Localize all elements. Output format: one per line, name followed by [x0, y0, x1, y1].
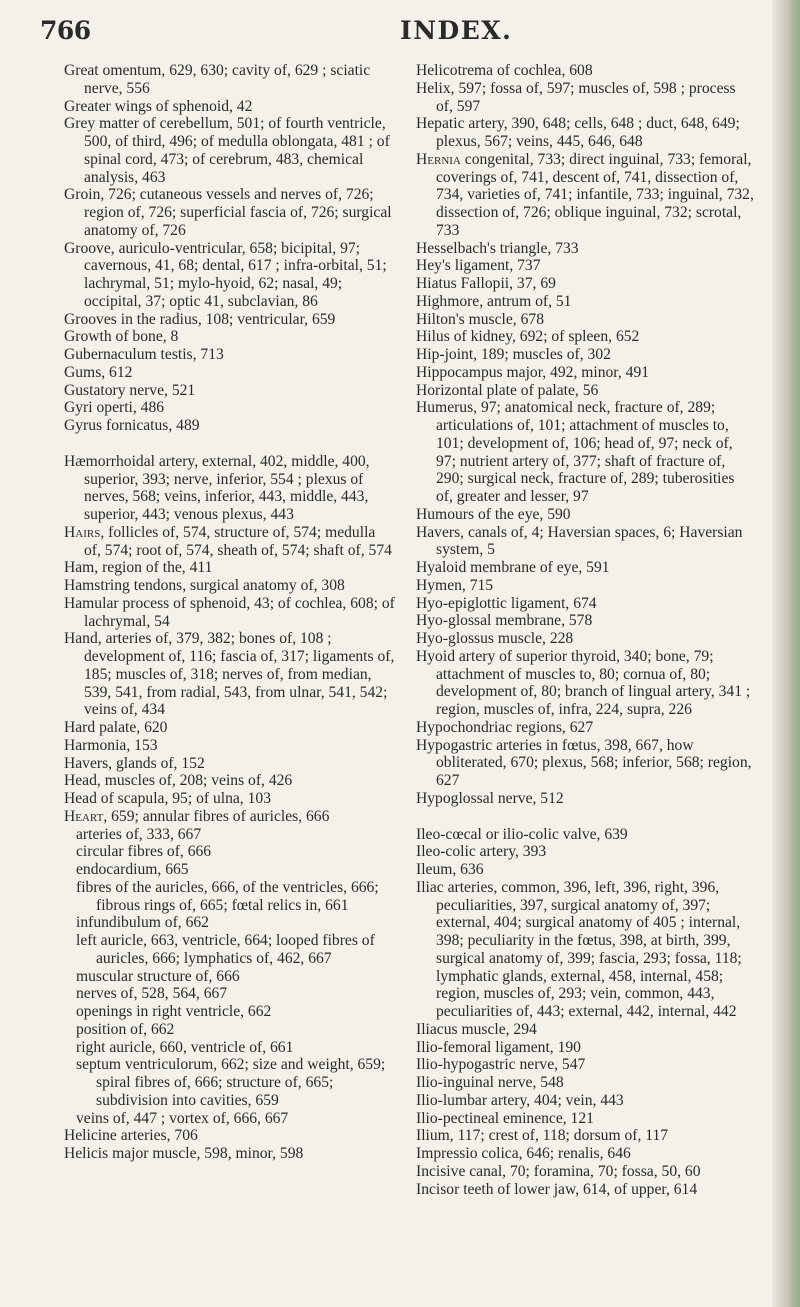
index-entry [64, 737, 396, 755]
entry-text: right auricle, 660, ventricle of, 661 [76, 1038, 294, 1056]
entry-text: Hæmorrhoidal artery, external, 402, middle, 400, superior, 393; nerve, inferior, 554 ; plexus of nerves, 568; veins, inferior, 443, middle, 443, superior, 443; venous plexus, 443 [64, 452, 370, 523]
entry-text: Ilio-lumbar artery, 404; vein, 443 [416, 1091, 624, 1109]
entry-text: Highmore, antrum of, 51 [416, 292, 572, 310]
index-entry [416, 1145, 754, 1163]
index-subentry [64, 914, 396, 932]
index-entry [416, 62, 754, 80]
entry-text: Groove, auriculo-ventricular, 658; bicipital, 97; cavernous, 41, 68; dental, 617 ; infra-orbital, 51; lachrymal, 51; mylo-hyoid, 62; nasal, 49; occipital, 37; optic 41, subclavian, 86 [64, 239, 387, 310]
entry-text: Humerus, 97; anatomical neck, fracture of, 289; articulations of, 101; attachment of muscles to, 101; development of, 106; head of, 97; neck of, 97; nutrient artery of, 377; shaft of fracture of, 290; surgical neck, fracture of, 289; tuberosities of, greater and lesser, 97 [416, 399, 735, 505]
index-entry [416, 80, 754, 116]
index-entry [64, 417, 396, 435]
entry-text: Helicis major muscle, 598, minor, 598 [64, 1145, 304, 1162]
entry-text: , 659; annular fibres of auricles, 666 [103, 807, 330, 825]
entry-text: Hilton's muscle, 678 [416, 310, 544, 328]
entry-text: Humours of the eye, 590 [416, 505, 571, 523]
index-column-left [64, 62, 396, 1163]
index-entry [416, 115, 754, 151]
entry-text: Grey matter of cerebellum, 501; of fourth ventricle, 500, of third, 496; of medulla oblongata, 481 ; of spinal cord, 473; of cerebrum, 483, chemical analysis, 463 [64, 115, 390, 186]
index-entry [416, 275, 754, 293]
entry-text: Hamular process of sphenoid, 43; of cochlea, 608; of lachrymal, 54 [64, 594, 395, 630]
index-entry [416, 1021, 754, 1039]
entry-text: Ilium, 117; crest of, 118; dorsum of, 117 [416, 1127, 669, 1145]
index-entry [416, 1074, 754, 1092]
entry-headword: Hairs [64, 523, 101, 541]
index-entry [64, 630, 396, 719]
entry-text: Incisive canal, 70; foramina, 70; fossa, 50, 60 [416, 1162, 701, 1180]
index-subentry [64, 985, 396, 1003]
index-subentry [64, 879, 396, 915]
index-entry [416, 506, 754, 524]
index-entry [416, 240, 754, 258]
index-entry [416, 595, 754, 613]
entry-text: Hand, arteries of, 379, 382; bones of, 108 ; development of, 116; fascia of, 317; ligaments of, 185; muscles of, 318; nerves of, from median, 539, 541, from radial, 543, from ulnar, 541, 542; veins of, 434 [64, 630, 395, 719]
index-entry [416, 311, 754, 329]
entry-text: Gubernaculum testis, 713 [64, 346, 224, 363]
index-entry [64, 755, 396, 773]
index-entry [416, 879, 754, 1021]
index-entry [64, 98, 396, 116]
index-subentry [64, 1110, 396, 1128]
entry-text: Ileum, 636 [416, 861, 484, 878]
entry-text: Iliac arteries, common, 396, left, 396, right, 396, peculiarities, 397, surgical anatomy of, 397; external, 404; surgical anatomy of 405 ; internal, 398; peculiarity in the fœtus, 398, at birth, 399, surgical anatomy of, 399; fascia, 293; fossa, 118; lymphatic glands, external, 458, internal, 458; region, muscles of, 293; vein, common, 443, peculiarities of, 443; external, 442, internal, 442 [416, 878, 742, 1020]
entry-text: Ilio-pectineal eminence, 121 [416, 1109, 594, 1127]
entry-text: circular fibres of, 666 [76, 843, 212, 861]
index-entry [64, 559, 396, 577]
section-gap [64, 435, 396, 453]
entry-text: Hip-joint, 189; muscles of, 302 [416, 346, 611, 363]
index-entry [416, 257, 754, 275]
entry-text: Harmonia, 153 [64, 736, 158, 754]
entry-text: Ilio-hypogastric nerve, 547 [416, 1056, 586, 1074]
index-entry [416, 1056, 754, 1074]
index-entry [64, 772, 396, 790]
index-entry [64, 790, 396, 808]
entry-text: Hyo-epiglottic ligament, 674 [416, 594, 597, 612]
index-entry [416, 577, 754, 595]
entry-text: Hippocampus major, 492, minor, 491 [416, 363, 650, 381]
entry-text: openings in right ventricle, 662 [76, 1003, 272, 1020]
index-entry [64, 524, 396, 560]
entry-text: Hesselbach's triangle, 733 [416, 239, 579, 257]
entry-text: left auricle, 663, ventricle, 664; looped fibres of auricles, 666; lymphatics of, 462, 667 [76, 932, 375, 967]
entry-text: Hyo-glossal membrane, 578 [416, 612, 593, 630]
index-entry [64, 62, 396, 98]
index-subentry [64, 968, 396, 986]
index-entry [416, 719, 754, 737]
entry-text: Havers, glands of, 152 [64, 754, 205, 772]
index-entry [416, 648, 754, 719]
index-entry [64, 115, 396, 186]
index-entry [416, 1127, 754, 1145]
entry-text: Hyoid artery of superior thyroid, 340; bone, 79; attachment of muscles to, 80; cornua of, 80; development of, 80; branch of lingual artery, 341 ; region, muscles of, infra, 224, supra, 226 [416, 647, 751, 718]
index-entry [64, 186, 396, 239]
entry-text: Ileo-colic artery, 393 [416, 843, 547, 861]
entry-text: Helicine arteries, 706 [64, 1127, 198, 1145]
entry-text: infundibulum of, 662 [76, 914, 209, 932]
entry-text: Ilio-femoral ligament, 190 [416, 1038, 581, 1056]
index-entry [416, 559, 754, 577]
index-entry [416, 612, 754, 630]
index-entry [416, 843, 754, 861]
entry-text: position of, 662 [76, 1020, 175, 1038]
entry-text: Hyo-glossus muscle, 228 [416, 630, 574, 647]
index-entry [64, 595, 396, 631]
index-entry [64, 1145, 396, 1163]
page-edge-shadow [772, 0, 800, 1307]
index-entry [416, 1039, 754, 1057]
index-subentry [64, 1039, 396, 1057]
entry-text: Hypochondriac regions, 627 [416, 718, 594, 736]
index-entry [64, 382, 396, 400]
index-entry [64, 719, 396, 737]
page-header [40, 16, 760, 56]
entry-text: Growth of bone, 8 [64, 328, 179, 346]
entry-text: Hiatus Fallopii, 37, 69 [416, 275, 556, 292]
entry-text: Gustatory nerve, 521 [64, 381, 196, 399]
index-column-right [416, 62, 754, 1198]
index-entry [416, 1181, 754, 1199]
entry-text: Havers, canals of, 4; Haversian spaces, 6; Haversian system, 5 [416, 523, 743, 559]
index-subentry [64, 861, 396, 879]
entry-headword: Heart [64, 807, 104, 825]
entry-headword: Hernia [416, 150, 461, 168]
index-entry [64, 311, 396, 329]
index-subentry [64, 1021, 396, 1039]
entry-text: Gyrus fornicatus, 489 [64, 417, 200, 434]
entry-text: Gyri operti, 486 [64, 399, 165, 417]
entry-text: muscular structure of, 666 [76, 967, 240, 985]
section-gap [416, 808, 754, 826]
entry-text: Grooves in the radius, 108; ventricular, 659 [64, 310, 336, 328]
entry-text: Impressio colica, 646; renalis, 646 [416, 1145, 631, 1162]
entry-text: Ham, region of the, 411 [64, 559, 213, 577]
entry-text: Hymen, 715 [416, 576, 494, 594]
entry-text: nerves of, 528, 564, 667 [76, 985, 228, 1003]
index-subentry [64, 826, 396, 844]
index-entry [416, 399, 754, 506]
index-entry [416, 1092, 754, 1110]
index-entry [64, 364, 396, 382]
index-entry [64, 577, 396, 595]
entry-text: , follicles of, 574, structure of, 574; medulla of, 574; root of, 574, sheath of, 574; shaft of, 574 [84, 523, 392, 559]
index-entry [64, 346, 396, 364]
entry-text: septum ventriculorum, 662; size and weight, 659; spiral fibres of, 666; structure of, 665; subdivision into cavities, 659 [76, 1056, 386, 1109]
index-subentry [64, 932, 396, 968]
index-entry [416, 630, 754, 648]
entry-text: Greater wings of sphenoid, 42 [64, 97, 253, 115]
page-number: 766 [40, 16, 91, 45]
index-entry [416, 1163, 754, 1181]
index-entry [64, 1127, 396, 1145]
index-entry [416, 328, 754, 346]
index-entry [416, 524, 754, 560]
entry-text: Head of scapula, 95; of ulna, 103 [64, 790, 271, 807]
running-head: INDEX. [400, 16, 513, 45]
index-entry [416, 382, 754, 400]
index-entry [416, 1110, 754, 1128]
entry-text: Hilus of kidney, 692; of spleen, 652 [416, 328, 640, 346]
entry-text: Head, muscles of, 208; veins of, 426 [64, 772, 293, 790]
entry-text: Hey's ligament, 737 [416, 257, 541, 275]
entry-text: Hepatic artery, 390, 648; cells, 648 ; duct, 648, 649; plexus, 567; veins, 445, 646, 648 [416, 115, 740, 150]
index-subentry [64, 843, 396, 861]
entry-text: veins of, 447 ; vortex of, 666, 667 [76, 1109, 289, 1127]
index-entry [416, 790, 754, 808]
index-entry [64, 453, 396, 524]
entry-text: Hypoglossal nerve, 512 [416, 789, 564, 807]
index-entry [64, 808, 396, 826]
index-entry [64, 328, 396, 346]
index-entry [416, 346, 754, 364]
entry-text: fibres of the auricles, 666, of the ventricles, 666; fibrous rings of, 665; fœtal relics in, 661 [76, 878, 379, 914]
index-entry [416, 826, 754, 844]
entry-text: Hard palate, 620 [64, 719, 168, 736]
index-entry [64, 399, 396, 417]
entry-text: Gums, 612 [64, 363, 133, 381]
entry-text: Hypogastric arteries in fœtus, 398, 667, how obliterated, 670; plexus, 568; inferior, 568; region, 627 [416, 736, 752, 789]
entry-text: arteries of, 333, 667 [76, 825, 202, 843]
index-entry [416, 861, 754, 879]
index-entry [64, 240, 396, 311]
index-entry [416, 737, 754, 790]
entry-text: Hyaloid membrane of eye, 591 [416, 559, 610, 576]
index-entry [416, 364, 754, 382]
index-entry [416, 293, 754, 311]
entry-text: Ilio-inguinal nerve, 548 [416, 1074, 564, 1091]
entry-text: Groin, 726; cutaneous vessels and nerves of, 726; region of, 726; superficial fascia of, 726; surgical anatomy of, 726 [64, 186, 392, 239]
entry-text: congenital, 733; direct inguinal, 733; femoral, coverings of, 741, descent of, 741, dissection of, 734, varieties of, 741; infantile, 733; inguinal, 732, dissection of, 726; oblique inguinal, 732; scrotal, 733 [436, 150, 754, 239]
entry-text: Great omentum, 629, 630; cavity of, 629 ; sciatic nerve, 556 [64, 62, 371, 97]
entry-text: Helicotrema of cochlea, 608 [416, 62, 593, 79]
entry-text: endocardium, 665 [76, 861, 189, 878]
index-entry [416, 151, 754, 240]
entry-text: Incisor teeth of lower jaw, 614, of upper, 614 [416, 1180, 698, 1198]
entry-text: Ileo-cœcal or ilio-colic valve, 639 [416, 825, 628, 843]
entry-text: Horizontal plate of palate, 56 [416, 381, 599, 399]
index-subentry [64, 1056, 396, 1109]
entry-text: Helix, 597; fossa of, 597; muscles of, 598 ; process of, 597 [416, 79, 736, 115]
entry-text: Hamstring tendons, surgical anatomy of, 308 [64, 577, 345, 594]
entry-text: Iliacus muscle, 294 [416, 1020, 537, 1038]
index-subentry [64, 1003, 396, 1021]
